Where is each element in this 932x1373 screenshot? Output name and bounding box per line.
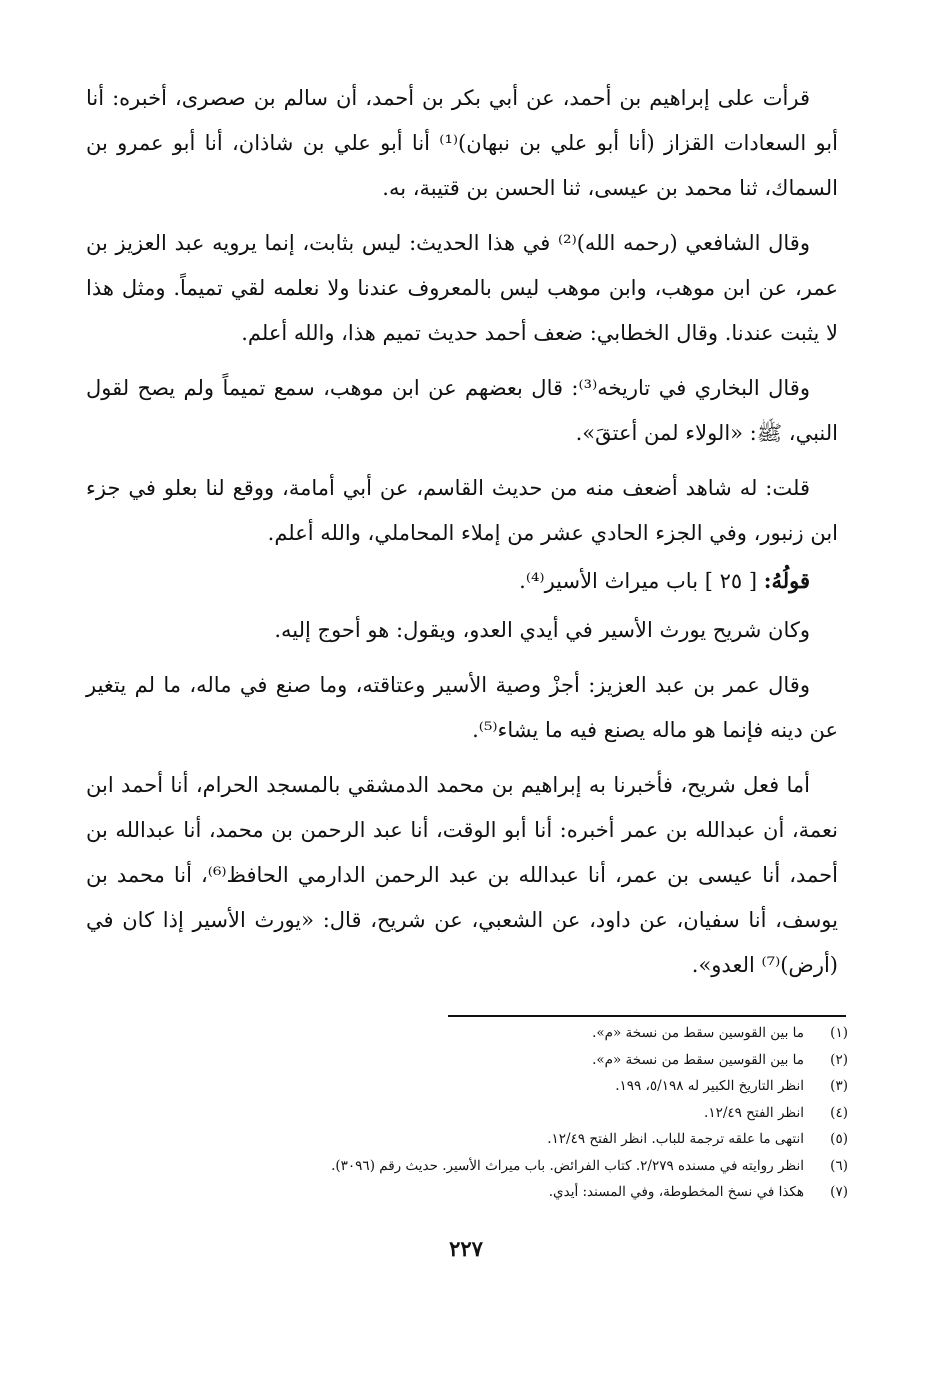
footnote <box>300 1179 848 1206</box>
paragraph-4: قلت: له شاهد أضعف منه من حديث القاسم، عن أبي أمامة، ووقع لنا بعلو في جزء ابن زنبور، وفي الجزء الحادي عشر من إملاء المحاملي، والله أعلم. <box>86 476 838 545</box>
footnote-text: ما بين القوسين سقط من نسخة «م». <box>592 1025 804 1041</box>
main-text <box>86 76 838 998</box>
footnote-text: انظر التاريخ الكبير له ٥/١٩٨، ١٩٩. <box>615 1078 804 1094</box>
footnote-text: انتهى ما علقه ترجمة للباب. انظر الفتح ١٢/٤٩. <box>547 1131 804 1147</box>
paragraph-2: وقال الشافعي (رحمه الله)⁽²⁾ في هذا الحديث: ليس بثابت، إنما يرويه عبد العزيز بن عمر، عن ابن موهب، وابن موهب ليس بالمعروف عندنا ولا نعلمه لقي تميماً. ومثل هذا لا يثبت عندنا. وقال الخطابي: ضعف أحمد حديث تميم هذا، والله أعلم. <box>86 231 838 345</box>
paragraph-5: وكان شريح يورث الأسير في أيدي العدو، ويقول: هو أحوج إليه. <box>274 618 810 642</box>
paragraph-1: قرأت على إبراهيم بن أحمد، عن أبي بكر بن أحمد، أن سالم بن صصرى، أخبره: أنا أبو السعادات القزاز (أنا أبو علي بن نبهان)⁽¹⁾ أنا أبو علي بن شاذان، أنا أبو عمرو بن السماك، ثنا محمد بن عيسى، ثنا الحسن بن قتيبة، به. <box>86 86 838 200</box>
footnote-number: (٥) <box>830 1131 848 1147</box>
footnote <box>300 1073 848 1100</box>
footnote <box>300 1047 848 1074</box>
section-heading-title: [ ٢٥ ] باب ميراث الأسير⁽⁴⁾. <box>519 569 758 593</box>
footnote-text: هكذا في نسخ المخطوطة، وفي المسند: أيدي. <box>548 1184 804 1200</box>
footnote-number: (١) <box>830 1025 848 1041</box>
footnote-text: انظر الفتح ١٢/٤٩. <box>704 1104 804 1121</box>
footnotes <box>300 1020 848 1206</box>
footnote-separator <box>448 1015 846 1017</box>
footnote <box>300 1020 848 1047</box>
paragraph-3: وقال البخاري في تاريخه⁽³⁾: قال بعضهم عن ابن موهب، سمع تميماً ولم يصح لقول النبي، ﷺ: «الولاء لمن أعتقَ». <box>86 376 838 445</box>
footnote-text: ما بين القوسين سقط من نسخة «م». <box>592 1051 804 1068</box>
footnote-number: (٣) <box>830 1078 848 1094</box>
section-heading <box>86 558 838 604</box>
footnote-number: (٧) <box>830 1184 848 1200</box>
paragraph-6: وقال عمر بن عبد العزيز: أجزْ وصية الأسير وعتاقته، وما صنع في ماله، ما لم يتغير عن دينه فإنما هو ماله يصنع فيه ما يشاء⁽⁵⁾. <box>86 673 838 742</box>
footnote <box>300 1153 848 1180</box>
footnote-text: انظر روايته في مسنده ٢/٢٧٩. كتاب الفرائض. باب ميراث الأسير. حديث رقم (٣٠٩٦). <box>331 1157 804 1174</box>
page-number: ٢٢٧ <box>449 1236 483 1261</box>
section-heading-keyword: قولُهُ: <box>763 568 810 593</box>
footnote-number: (٤) <box>830 1104 848 1121</box>
footnote <box>300 1100 848 1127</box>
footnote <box>300 1126 848 1153</box>
footnote-number: (٦) <box>830 1157 848 1174</box>
footnote-number: (٢) <box>830 1051 848 1068</box>
paragraph-7: أما فعل شريح، فأخبرنا به إبراهيم بن محمد الدمشقي بالمسجد الحرام، أنا أحمد ابن نعمة، أن عبدالله بن عمر أخبره: أنا أبو الوقت، أنا عبد الرحمن بن محمد، أنا عبدالله بن أحمد، أنا عيسى بن عمر، أنا عبدالله بن عبد الرحمن الدارمي الحافظ⁽⁶⁾، أنا محمد بن يوسف، أنا سفيان، عن داود، عن الشعبي، عن شريح، قال: «يورث الأسير إذا كان في (أرض)⁽⁷⁾ العدو». <box>86 773 838 977</box>
